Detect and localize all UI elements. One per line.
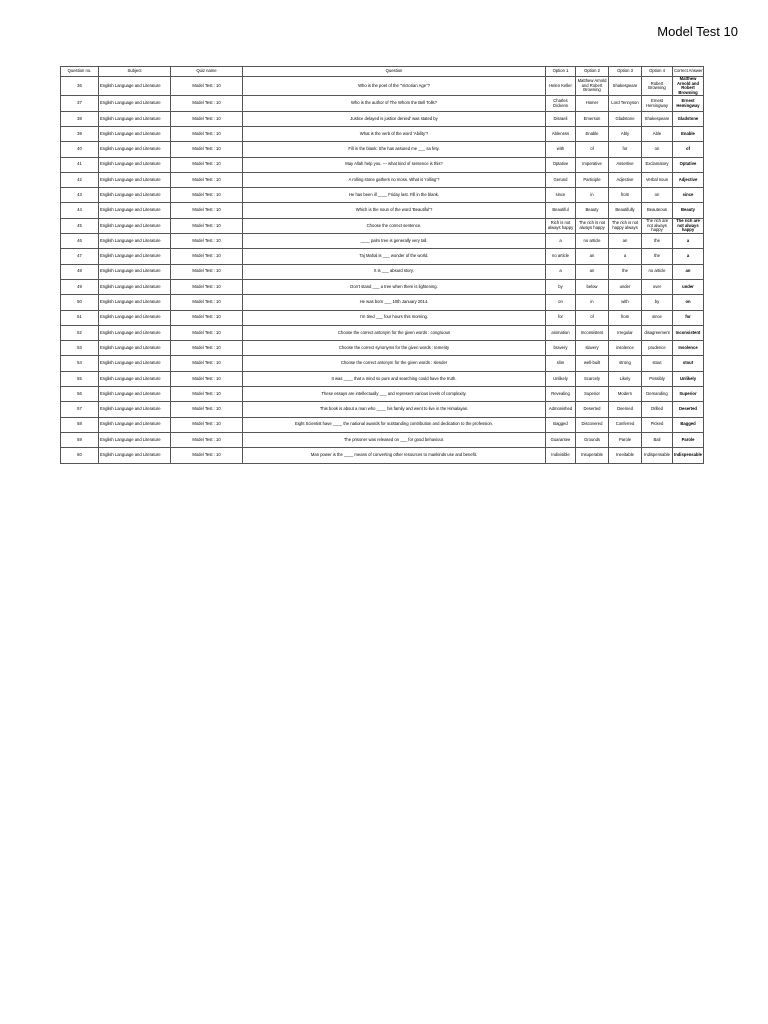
subject-cell: English Language and Literature: [99, 111, 171, 126]
correct-answer-cell: Enable: [673, 126, 704, 141]
question-text-cell: Who is the author of The Whom the Bell Tolls?: [243, 96, 546, 111]
option-1-cell: Disraeli: [546, 111, 576, 126]
question-number-cell: 41: [61, 157, 99, 172]
question-number-cell: 57: [61, 402, 99, 417]
quiz-name-cell: Model Test : 10: [171, 218, 243, 233]
question-number-cell: 42: [61, 172, 99, 187]
quiz-name-cell: Model Test : 10: [171, 432, 243, 447]
question-number-cell: 55: [61, 371, 99, 386]
table-row: [61, 96, 704, 111]
option-4-cell: Verbal noun: [642, 172, 673, 187]
question-number-cell: 40: [61, 142, 99, 157]
option-2-cell: in: [576, 295, 609, 310]
option-2-cell: of: [576, 310, 609, 325]
option-2-cell: of: [576, 142, 609, 157]
option-2-cell: Grounds: [576, 432, 609, 447]
table-row: [61, 77, 704, 96]
option-1-cell: Beautiful: [546, 203, 576, 218]
option-2-cell: Homer: [576, 96, 609, 111]
correct-answer-cell: under: [673, 279, 704, 294]
question-number-cell: 53: [61, 341, 99, 356]
subject-cell: English Language and Literature: [99, 249, 171, 264]
option-2-cell: Participle: [576, 172, 609, 187]
question-text-cell: Choose the correct sentence.: [243, 218, 546, 233]
option-3-cell: Gladstone: [609, 111, 642, 126]
option-4-cell: Possibly: [642, 371, 673, 386]
table-row: [61, 249, 704, 264]
option-2-cell: Enable: [576, 126, 609, 141]
subject-cell: English Language and Literature: [99, 142, 171, 157]
table-row: [61, 341, 704, 356]
correct-answer-cell: Gladstone: [673, 111, 704, 126]
table-row: [61, 234, 704, 249]
quiz-name-cell: Model Test : 10: [171, 264, 243, 279]
option-4-cell: Ernest Hemingway: [642, 96, 673, 111]
option-4-cell: the: [642, 249, 673, 264]
option-3-cell: from: [609, 188, 642, 203]
option-2-cell: below: [576, 279, 609, 294]
option-4-cell: Indispensable: [642, 448, 673, 463]
option-3-cell: Adjective: [609, 172, 642, 187]
option-2-cell: Matthew Arnold and Robert Browning: [576, 77, 609, 96]
option-2-cell: The rich is not always happy: [576, 218, 609, 233]
option-3-cell: Irregular: [609, 325, 642, 340]
option-3-cell: the: [609, 264, 642, 279]
subject-cell: English Language and Literature: [99, 295, 171, 310]
table-row: [61, 295, 704, 310]
option-3-cell: Shakespeare: [609, 77, 642, 96]
option-4-cell: disagreement: [642, 325, 673, 340]
quiz-name-cell: Model Test : 10: [171, 310, 243, 325]
subject-cell: English Language and Literature: [99, 448, 171, 463]
option-2-cell: in: [576, 188, 609, 203]
subject-cell: English Language and Literature: [99, 172, 171, 187]
subject-cell: English Language and Literature: [99, 325, 171, 340]
subject-cell: English Language and Literature: [99, 387, 171, 402]
option-4-cell: Picked: [642, 417, 673, 432]
option-3-cell: Lord Tennyson: [609, 96, 642, 111]
column-header: Question: [243, 67, 546, 77]
subject-cell: English Language and Literature: [99, 218, 171, 233]
quiz-name-cell: Model Test : 10: [171, 77, 243, 96]
quiz-name-cell: Model Test : 10: [171, 126, 243, 141]
option-2-cell: Inconsistent: [576, 325, 609, 340]
option-1-cell: by: [546, 279, 576, 294]
option-1-cell: Ableness: [546, 126, 576, 141]
correct-answer-cell: on: [673, 295, 704, 310]
option-1-cell: no article: [546, 249, 576, 264]
subject-cell: English Language and Literature: [99, 126, 171, 141]
table-row: [61, 432, 704, 447]
option-1-cell: Revealing: [546, 387, 576, 402]
question-text-cell: Choose the correct synonyms for the given words : temerity: [243, 341, 546, 356]
question-number-cell: 39: [61, 126, 99, 141]
correct-answer-cell: Parole: [673, 432, 704, 447]
table-row: [61, 142, 704, 157]
option-3-cell: Beautifully: [609, 203, 642, 218]
question-number-cell: 48: [61, 264, 99, 279]
table-row: [61, 203, 704, 218]
page-title: Model Test 10: [657, 24, 738, 39]
question-text-cell: These essays are intellectually ___ and represent various levels of complexity.: [243, 387, 546, 402]
table-row: [61, 356, 704, 371]
correct-answer-cell: Indispensable: [673, 448, 704, 463]
column-header: Quiz name: [171, 67, 243, 77]
option-2-cell: Imperative: [576, 157, 609, 172]
question-number-cell: 59: [61, 432, 99, 447]
subject-cell: English Language and Literature: [99, 371, 171, 386]
question-number-cell: 45: [61, 218, 99, 233]
question-text-cell: Don't stand ___ a tree when there is lightening.: [243, 279, 546, 294]
option-4-cell: stout: [642, 356, 673, 371]
question-number-cell: 56: [61, 387, 99, 402]
option-1-cell: Helen Keller: [546, 77, 576, 96]
subject-cell: English Language and Literature: [99, 157, 171, 172]
table-row: [61, 310, 704, 325]
correct-answer-cell: a: [673, 249, 704, 264]
quiz-name-cell: Model Test : 10: [171, 371, 243, 386]
option-2-cell: Scarcely: [576, 371, 609, 386]
question-number-cell: 52: [61, 325, 99, 340]
subject-cell: English Language and Literature: [99, 402, 171, 417]
question-table: [60, 66, 704, 464]
question-number-cell: 60: [61, 448, 99, 463]
question-number-cell: 47: [61, 249, 99, 264]
subject-cell: English Language and Literature: [99, 264, 171, 279]
option-4-cell: Able: [642, 126, 673, 141]
column-header: Option 4: [642, 67, 673, 77]
option-3-cell: Likely: [609, 371, 642, 386]
option-4-cell: on: [642, 142, 673, 157]
option-1-cell: slim: [546, 356, 576, 371]
option-3-cell: under: [609, 279, 642, 294]
correct-answer-cell: Unlikely: [673, 371, 704, 386]
column-header: Option 2: [576, 67, 609, 77]
table-row: [61, 264, 704, 279]
quiz-name-cell: Model Test : 10: [171, 325, 243, 340]
option-3-cell: Deemed: [609, 402, 642, 417]
option-2-cell: an: [576, 264, 609, 279]
option-4-cell: Demanding: [642, 387, 673, 402]
option-1-cell: bravery: [546, 341, 576, 356]
option-4-cell: the: [642, 234, 673, 249]
column-header: Correct Answer: [673, 67, 704, 77]
question-text-cell: ____ palm tree is generally very tall.: [243, 234, 546, 249]
correct-answer-cell: of: [673, 142, 704, 157]
correct-answer-cell: an: [673, 264, 704, 279]
table-row: [61, 279, 704, 294]
question-text-cell: I'm tired ___ four hours this morning.: [243, 310, 546, 325]
option-1-cell: Guarantee: [546, 432, 576, 447]
question-number-cell: 43: [61, 188, 99, 203]
question-number-cell: 49: [61, 279, 99, 294]
question-text-cell: Man power is the ____ means of converting other resources to mankinds use and benefit.: [243, 448, 546, 463]
quiz-name-cell: Model Test : 10: [171, 111, 243, 126]
table-row: [61, 387, 704, 402]
question-text-cell: Justice delayed is justice denied' was stated by: [243, 111, 546, 126]
option-1-cell: Indivisible: [546, 448, 576, 463]
option-2-cell: well-built: [576, 356, 609, 371]
correct-answer-cell: Adjective: [673, 172, 704, 187]
question-number-cell: 44: [61, 203, 99, 218]
option-2-cell: Deserted: [576, 402, 609, 417]
correct-answer-cell: for: [673, 310, 704, 325]
question-text-cell: It is ___ absurd story.: [243, 264, 546, 279]
quiz-name-cell: Model Test : 10: [171, 402, 243, 417]
question-number-cell: 38: [61, 111, 99, 126]
quiz-name-cell: Model Test : 10: [171, 157, 243, 172]
option-1-cell: Admonished: [546, 402, 576, 417]
table-body: [61, 77, 704, 464]
subject-cell: English Language and Literature: [99, 234, 171, 249]
option-4-cell: Beauteous: [642, 203, 673, 218]
option-4-cell: Robert Browning: [642, 77, 673, 96]
column-header: Option 3: [609, 67, 642, 77]
question-number-cell: 50: [61, 295, 99, 310]
correct-answer-cell: stout: [673, 356, 704, 371]
option-4-cell: over: [642, 279, 673, 294]
option-3-cell: from: [609, 310, 642, 325]
subject-cell: English Language and Literature: [99, 310, 171, 325]
question-number-cell: 58: [61, 417, 99, 432]
quiz-name-cell: Model Test : 10: [171, 356, 243, 371]
question-text-cell: He has been ill ____ Friday last. Fill in the blank.: [243, 188, 546, 203]
table-row: [61, 417, 704, 432]
option-4-cell: prudence: [642, 341, 673, 356]
option-3-cell: The rich is not happy always: [609, 218, 642, 233]
option-4-cell: on: [642, 188, 673, 203]
quiz-name-cell: Model Test : 10: [171, 142, 243, 157]
question-text-cell: A rolling stone gathers no moss. What is 'rolling'?: [243, 172, 546, 187]
quiz-name-cell: Model Test : 10: [171, 203, 243, 218]
quiz-name-cell: Model Test : 10: [171, 279, 243, 294]
subject-cell: English Language and Literature: [99, 432, 171, 447]
subject-cell: English Language and Literature: [99, 279, 171, 294]
quiz-name-cell: Model Test : 10: [171, 234, 243, 249]
option-2-cell: Superior: [576, 387, 609, 402]
correct-answer-cell: The rich are not always happy: [673, 218, 704, 233]
question-number-cell: 46: [61, 234, 99, 249]
table-row: [61, 325, 704, 340]
option-1-cell: animation: [546, 325, 576, 340]
correct-answer-cell: Inconsistent: [673, 325, 704, 340]
correct-answer-cell: Deserted: [673, 402, 704, 417]
table-row: [61, 111, 704, 126]
option-3-cell: for: [609, 142, 642, 157]
question-text-cell: What is the verb of the word 'Ability'?: [243, 126, 546, 141]
quiz-name-cell: Model Test : 10: [171, 448, 243, 463]
option-1-cell: Charles Dickens: [546, 96, 576, 111]
question-text-cell: He was born ___ 10th January 2014.: [243, 295, 546, 310]
option-3-cell: an: [609, 234, 642, 249]
question-text-cell: Choose the correct antonym for the given words : slender: [243, 356, 546, 371]
question-table-container: [60, 66, 703, 464]
correct-answer-cell: Beauty: [673, 203, 704, 218]
quiz-name-cell: Model Test : 10: [171, 172, 243, 187]
option-2-cell: Insuperable: [576, 448, 609, 463]
option-1-cell: with: [546, 142, 576, 157]
quiz-name-cell: Model Test : 10: [171, 417, 243, 432]
option-2-cell: an: [576, 249, 609, 264]
subject-cell: English Language and Literature: [99, 417, 171, 432]
table-header-row: [61, 67, 704, 77]
quiz-name-cell: Model Test : 10: [171, 249, 243, 264]
option-4-cell: Exclamatory: [642, 157, 673, 172]
correct-answer-cell: Superior: [673, 387, 704, 402]
table-row: [61, 172, 704, 187]
quiz-name-cell: Model Test : 10: [171, 188, 243, 203]
question-text-cell: Eight Scientist have ____ the national awards for outstanding contribution and dedication to the profession.: [243, 417, 546, 432]
quiz-name-cell: Model Test : 10: [171, 96, 243, 111]
subject-cell: English Language and Literature: [99, 341, 171, 356]
correct-answer-cell: Bagged: [673, 417, 704, 432]
option-3-cell: Parole: [609, 432, 642, 447]
option-3-cell: Modern: [609, 387, 642, 402]
table-row: [61, 188, 704, 203]
option-2-cell: Beauty: [576, 203, 609, 218]
option-4-cell: Bail: [642, 432, 673, 447]
correct-answer-cell: a: [673, 234, 704, 249]
option-3-cell: Inevitable: [609, 448, 642, 463]
option-2-cell: slavery: [576, 341, 609, 356]
option-4-cell: no article: [642, 264, 673, 279]
correct-answer-cell: Optative: [673, 157, 704, 172]
question-text-cell: It was ____ that a mind so pure and searching could have the truth.: [243, 371, 546, 386]
question-number-cell: 51: [61, 310, 99, 325]
table-row: [61, 126, 704, 141]
subject-cell: English Language and Literature: [99, 188, 171, 203]
option-3-cell: Ably: [609, 126, 642, 141]
question-text-cell: Which is the noun of the word 'Beautiful'?: [243, 203, 546, 218]
table-row: [61, 402, 704, 417]
quiz-name-cell: Model Test : 10: [171, 295, 243, 310]
question-number-cell: 36: [61, 77, 99, 96]
option-1-cell: on: [546, 295, 576, 310]
correct-answer-cell: since: [673, 188, 704, 203]
option-2-cell: no article: [576, 234, 609, 249]
option-2-cell: Emerson: [576, 111, 609, 126]
option-3-cell: Assertive: [609, 157, 642, 172]
option-3-cell: a: [609, 249, 642, 264]
option-4-cell: by: [642, 295, 673, 310]
question-text-cell: Fill in the blank: She has assured me ___ sa fety.: [243, 142, 546, 157]
option-1-cell: Rich is not always happy: [546, 218, 576, 233]
option-1-cell: Bagged: [546, 417, 576, 432]
option-4-cell: since: [642, 310, 673, 325]
table-row: [61, 157, 704, 172]
option-3-cell: with: [609, 295, 642, 310]
subject-cell: English Language and Literature: [99, 96, 171, 111]
question-text-cell: May Allah help you. --- what kind of sentence is this?: [243, 157, 546, 172]
option-1-cell: a: [546, 234, 576, 249]
subject-cell: English Language and Literature: [99, 356, 171, 371]
question-text-cell: Choose the correct antonym for the given words : congruous: [243, 325, 546, 340]
table-row: [61, 371, 704, 386]
option-3-cell: insolence: [609, 341, 642, 356]
option-4-cell: Drilled: [642, 402, 673, 417]
question-text-cell: Who is the poet of the "Victorian Age"?: [243, 77, 546, 96]
column-header: Question no.: [61, 67, 99, 77]
question-text-cell: Taj Mahal is ___ wonder of the world.: [243, 249, 546, 264]
option-1-cell: Unlikely: [546, 371, 576, 386]
subject-cell: English Language and Literature: [99, 203, 171, 218]
option-1-cell: for: [546, 310, 576, 325]
option-1-cell: Gerund: [546, 172, 576, 187]
option-3-cell: strong: [609, 356, 642, 371]
option-1-cell: Optative: [546, 157, 576, 172]
quiz-name-cell: Model Test : 10: [171, 387, 243, 402]
question-text-cell: The prisoner was released on ___ for good behaviour.: [243, 432, 546, 447]
correct-answer-cell: Matthew Arnold and Robert Browning: [673, 77, 704, 96]
question-number-cell: 37: [61, 96, 99, 111]
option-4-cell: The rich are not always happy: [642, 218, 673, 233]
column-header: Subject: [99, 67, 171, 77]
question-number-cell: 54: [61, 356, 99, 371]
option-2-cell: Discovered: [576, 417, 609, 432]
quiz-name-cell: Model Test : 10: [171, 341, 243, 356]
subject-cell: English Language and Literature: [99, 77, 171, 96]
correct-answer-cell: Insolence: [673, 341, 704, 356]
option-1-cell: since: [546, 188, 576, 203]
table-row: [61, 448, 704, 463]
column-header: Option 1: [546, 67, 576, 77]
question-text-cell: This book is about a man who ____ his family and went to live in the Himalayas.: [243, 402, 546, 417]
option-4-cell: Shakespeare: [642, 111, 673, 126]
correct-answer-cell: Ernest Hemingway: [673, 96, 704, 111]
option-1-cell: a: [546, 264, 576, 279]
option-3-cell: Conferred: [609, 417, 642, 432]
table-row: [61, 218, 704, 233]
